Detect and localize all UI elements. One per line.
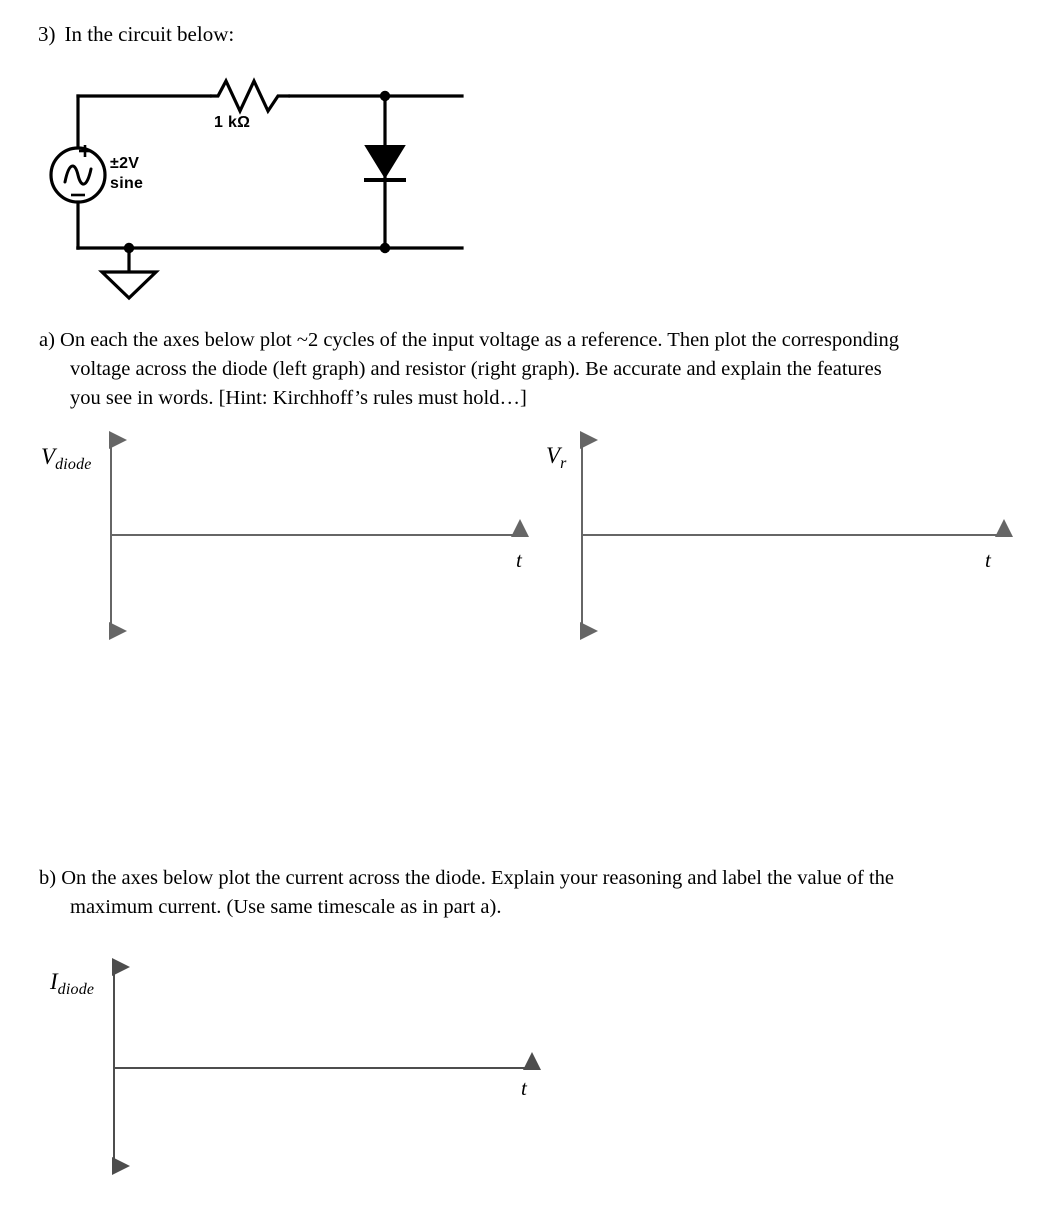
junction-dot-ground bbox=[124, 243, 134, 253]
voltage-source-icon bbox=[51, 145, 105, 202]
circuit-diagram bbox=[38, 70, 508, 305]
graph-i-diode-x-label: t bbox=[521, 1076, 527, 1100]
y-label-sub: diode bbox=[55, 456, 92, 473]
junction-dot-top bbox=[380, 91, 390, 101]
part-b-text bbox=[39, 864, 1014, 922]
source-label-waveform: sine bbox=[110, 175, 144, 192]
graph-v-r-y-label bbox=[546, 443, 567, 472]
y-label-sub: r bbox=[560, 455, 567, 472]
part-a-line-2: voltage across the diode (left graph) and resistor (right graph). Be accurate and explain the features bbox=[70, 358, 882, 380]
graph-v-r-x-label: t bbox=[985, 548, 991, 572]
graph-v-diode-y-label bbox=[41, 444, 92, 473]
part-a-text bbox=[39, 326, 1014, 413]
part-a-line-1: a) On each the axes below plot ~2 cycles of the input voltage as a reference. Then plot the corresponding bbox=[39, 329, 900, 351]
graph-v-diode bbox=[100, 428, 560, 643]
ground-icon bbox=[102, 272, 156, 298]
graph-v-diode-x-label: t bbox=[516, 548, 522, 572]
graph-i-diode-y-label bbox=[50, 969, 95, 998]
diode-icon bbox=[364, 146, 406, 180]
source-label-amplitude: ±2V bbox=[110, 155, 140, 172]
question-heading bbox=[38, 20, 234, 48]
graph-v-r bbox=[568, 428, 1018, 643]
resistor-label: 1 kΩ bbox=[214, 114, 251, 131]
junction-dot-bottom bbox=[380, 243, 390, 253]
y-label-main: V bbox=[41, 444, 56, 469]
resistor-icon bbox=[210, 81, 290, 111]
source-label bbox=[110, 154, 143, 194]
part-b-line-2: maximum current. (Use same timescale as in part a). bbox=[70, 896, 502, 918]
part-a-line-3: you see in words. [Hint: Kirchhoff’s rules must hold…] bbox=[70, 387, 527, 409]
question-title: In the circuit below: bbox=[64, 22, 235, 46]
y-label-main: I bbox=[50, 969, 58, 994]
part-b-line-1: b) On the axes below plot the current across the diode. Explain your reasoning and label the value of the bbox=[39, 867, 895, 889]
y-label-sub: diode bbox=[57, 981, 95, 998]
y-label-main: V bbox=[546, 443, 561, 468]
graph-i-diode bbox=[100, 955, 560, 1175]
question-number: 3) bbox=[38, 22, 56, 46]
